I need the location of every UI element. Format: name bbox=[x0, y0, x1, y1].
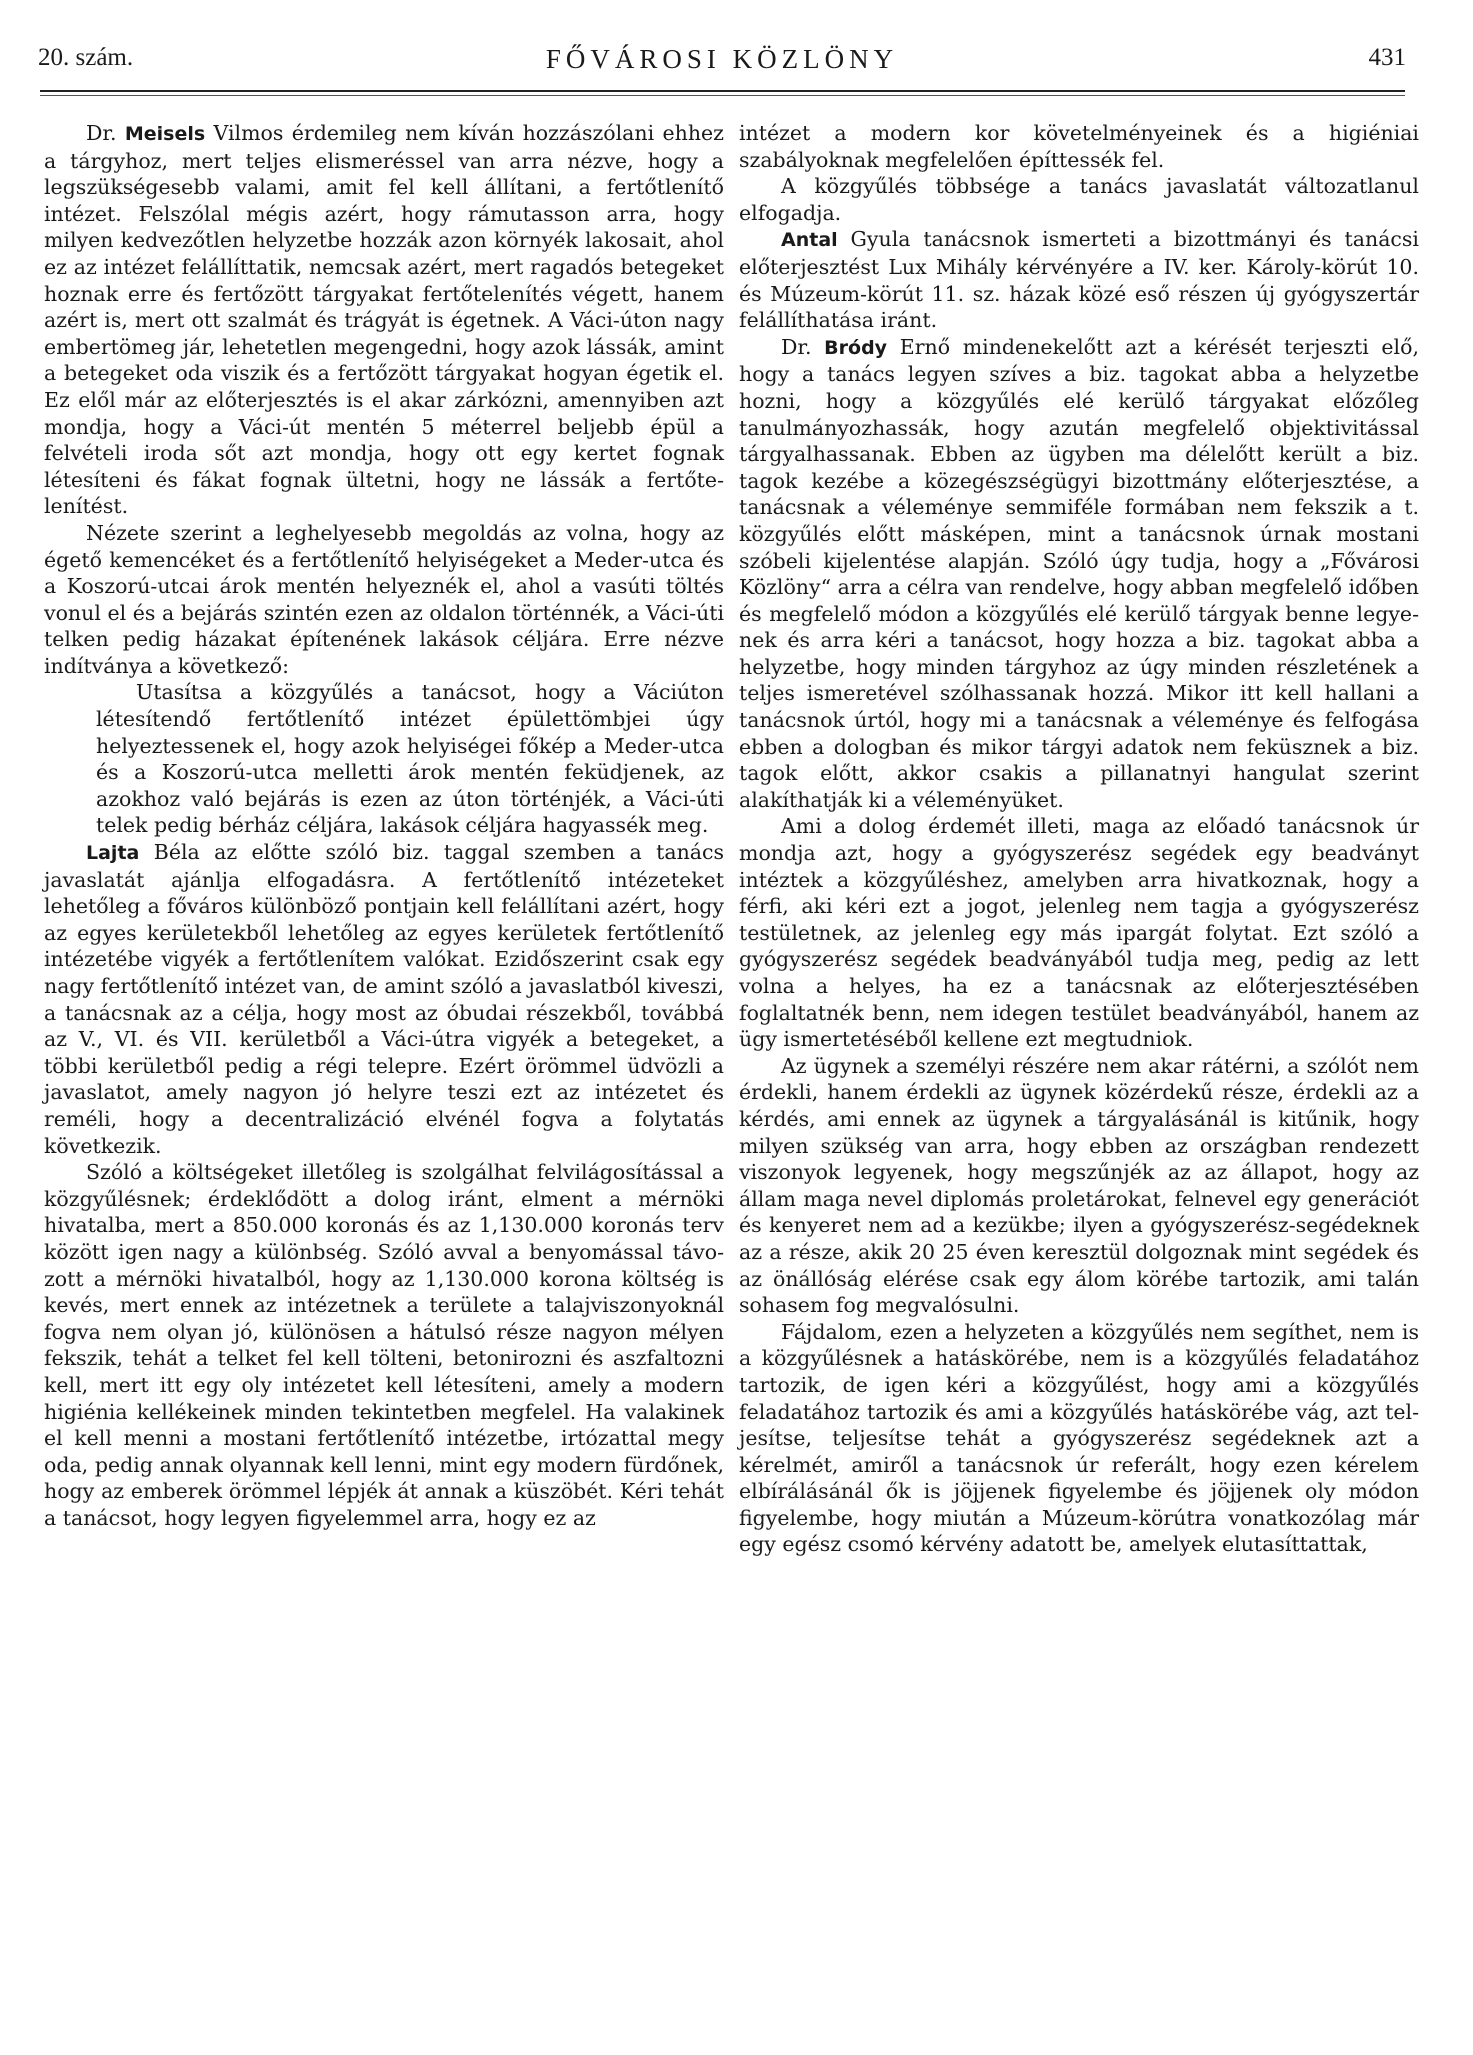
paragraph-text: Vilmos érdemileg nem kíván hozzászólani ehhez a tárgyhoz, mert teljes elismeréssel van arra nézve, hogy a legszükségesebb valami, amit fel kell állítani, a fertőtlenítő intézet. Felszólal mégis azért, hogy rámutasson arra, hogy milyen kedvezőtlen helyzetbe hozzák azon környék lakosait, ahol ez az intézet felállíttatik, nemcsak azért, mert ragadós betegeket hoznak erre és fertőzött tárgyakat fertőtelenítés végett, hanem azért is, mert ott szalmát és trágyát is égetnek. A Váci-úton nagy embertömeg jár, lehetetlen megengedni, hogy azok lássák, amint a betegeket oda viszik és a fertőzött tárgyakat hogyan égetik el. Ez elől már az előterjesztés is el akar zárkózni, amennyiben azt mondja, hogy a Váci-út mentén 5 méterrel beljebb épül a felvételi iroda sőt azt mondja, hogy ott egy kertet fognak létesíteni és fákat fognak ültetni, hogy ne lássák a fertőtelenítést. bbox=[44, 121, 724, 519]
paragraph-meisels bbox=[44, 120, 724, 520]
speaker-name: Antal bbox=[781, 229, 838, 252]
paragraph: Az ügynek a személyi részére nem akar rátérni, a szólót nem érdekli, hanem érdekli az ügynek közérdekű része, érdekli az a kérdés, ami ennek az ügynek a tárgyalásánál is kitűnik, hogy milyen szükség van arra, hogy ebben az országban rendezett viszonyok legyenek, hogy megszűnjék az az állapot, hogy az állam maga nevel diplomás proletárokat, felnevel egy generációt és kenyeret nem ad a kezükbe; ilyen a gyógyszerész-segédeknek az a része, akik 20 25 éven keresztül dolgoznak mint segédek és az önállóság elérése csak egy álom körébe tartozik, ami talán sohasem fog megvalósulni. bbox=[739, 1053, 1419, 1318]
speaker-name: Bródy bbox=[824, 336, 888, 359]
header-rule-thin bbox=[40, 95, 1405, 96]
speaker-name: Meisels bbox=[124, 123, 206, 145]
publication-title: FŐVÁROSI KÖZLÖNY bbox=[545, 44, 899, 74]
left-column bbox=[44, 120, 724, 1531]
paragraph: Fájdalom, ezen a helyzeten a közgyűlés nem segíthet, nem is a közgyűlésnek a hatáskörébe, nem is a közgyűlés feladatához tartozik, de igen kéri a közgyűlést, hogy ami a közgyűlés feladatához tartozik és ami a közgyűlés hatáskörébe vág, azt teljesítse, teljesítse tehát a gyógyszerész segédeknek azt a kérelmét, amiről a tanácsnok úr referált, hogy ezen kérelem elbírálásánál ők is jöjjenek figyelembe és jöjjenek oly módon figyelembe, hogy miután a Múzeum-körútra vonatkozólag már egy egész csomó kérvény adatott be, amelyek elutasíttattak, bbox=[739, 1319, 1419, 1557]
paragraph-text: Gyula tanácsnok ismerteti a bizottmányi és tanácsi előterjesztést Lux Mihály kérvényére a IV. ker. Károly-körút 10. és Múzeum-körút 11. sz. házak közé eső részen új gyógyszertár felállíthatása iránt. bbox=[739, 227, 1419, 333]
paragraph: Nézete szerint a leghelyesebb megoldás az volna, hogy az égető kemencéket és a fertőtlenítő helyiségeket a Meder-utca és a Koszorú-utcai árok mentén helyeznék el, ahol a vasúti töltés vonul el és a bejárás szintén ezen az oldalon történnék, a Váci-úti telken pedig házakat építenének lakások céljára. Erre nézve indítványa a következő: bbox=[44, 520, 724, 678]
paragraph-text: Ernő mindenekelőtt azt a kérését terjeszti elő, hogy a tanács legyen szíves a biz. tagokat abba a helyzetbe hozni, hogy a közgyűlés elé kerülő tárgyakat előzőleg tanulmányozhassák, hogy azután megfelelő objektivitással tárgyalhassanak. Ebben az ügyben ma délelőtt került a biz. tagok kezébe a közegészségügyi bizottmány előterjesztése, a tanácsnak a véleménye semmiféle formában nem fekszik a t. közgyűlés előtt másképen, mint a tanácsnok úrnak mostani szóbeli kijelentése alapján. Szóló úgy tudja, hogy a „Fővárosi Közlöny“ arra a célra van rendelve, hogy abban megfelelő időben és megfelelő módon a közgyűlés elé kerülő tárgyak benne legyenek és arra kéri a tanácsot, hogy hozza a biz. tagokat abba a helyzetbe, hogy minden tárgyhoz az úgy minden részletének a teljes ismeretével szólhassanak hozzá. Mikor itt kell hallani a tanácsnok úrtól, hogy mi a tanácsnak a véleménye és felfogása ebben a dologban és mikor tárgyi adatok nem feküsznek a biz. tagok előtt, akkor csakis a pillanatnyi hangulat szerint alakíthatják ki a véleményüket. bbox=[739, 334, 1419, 812]
paragraph: Szóló a költségeket illetőleg is szolgálhat felvilágosítással a közgyűlésnek; érdeklődött a dolog iránt, elment a mérnöki hivatalba, mert a 850.000 koronás és az 1,130.000 koronás terv között igen nagy a különbség. Szóló avval a benyomással távozott a mérnöki hivatalból, hogy az 1,130.000 korona költség is kevés, mert ennek az intézetnek a területe a talajviszonyoknál fogva nem olyan jó, különösen a hátulsó része nagyon mélyen fekszik, tehát a telket fel kell tölteni, betonirozni és aszfaltozni kell, mert itt egy oly intézetet kell létesíteni, amely a modern higiénia kellékeinek minden tekintetben megfelel. Ha valakinek el kell menni a mostani fertőtlenítő intézetbe, irtózattal megy oda, pedig annak olyannak kell lenni, mint egy modern fürdőnek, hogy az emberek örömmel lépjék át annak a küszöbét. Kéri tehát a tanácsot, hogy legyen figyelemmel arra, hogy ez az bbox=[44, 1160, 724, 1530]
page-number: 431 bbox=[1368, 44, 1406, 71]
speaker-name: Lajta bbox=[86, 842, 140, 865]
paragraph: A közgyűlés többsége a tanács javaslatát változatlanul elfogadja. bbox=[739, 174, 1419, 225]
motion-text: Utasítsa a közgyűlés a tanácsot, hogy a Váciúton létesítendő fertőtlenítő intézet épülettömbjei úgy helyeztessenek el, hogy azok helyiségei főkép a Meder-utca és a Koszorú-utca melletti árok mentén feküdjenek, az azokhoz való bejárás is ezen az úton történjék, a Váci-úti telek pedig bérház céljára, lakások céljára hagyassék meg. bbox=[96, 680, 724, 838]
right-column bbox=[739, 120, 1419, 1558]
paragraph-brody bbox=[739, 334, 1419, 814]
prefix-dr: Dr. bbox=[86, 121, 125, 145]
paragraph-text: Béla az előtte szóló biz. taggal szemben a tanács javaslatát ajánlja elfogadásra. A fertőtlenítő intézeteket lehetőleg a főváros különböző pontjain kell felállítani azért, hogy az egyes kerületekből lehetőleg az egyes kerületek fertőtlenítő intézetébe vigyék a fertőtlenítem valókat. Ezidőszerint csak egy nagy fertőtlenítő intézet van, de amint szóló a javaslatból kiveszi, a tanácsnak az a célja, hogy most az óbudai részekből, továbbá az V., VI. és VII. kerületből a Váci-útra vigyék a betegeket, a többi kerületből pedig a régi telepre. Ezért örömmel üdvözli a javaslatot, amely nagyon jó helyre teszi ezt az intézetet és reméli, hogy a decentralizáció elvénél fogva a folytatás következik. bbox=[44, 840, 724, 1158]
paragraph-lajta bbox=[44, 839, 724, 1159]
page-header bbox=[38, 44, 1406, 84]
paragraph-continuation: intézet a modern kor követelményeinek és a higiéniai szabályoknak megfelelően építtessék fel. bbox=[739, 121, 1419, 172]
issue-number: 20. szám. bbox=[38, 44, 134, 71]
prefix-dr: Dr. bbox=[781, 334, 825, 359]
header-rule bbox=[40, 90, 1405, 92]
paragraph: Ami a dolog érdemét illeti, maga az előadó tanácsnok úr mondja azt, hogy a gyógyszerész segédek egy beadványt intéztek a közgyűléshez, amelyben arra hivatkoznak, hogy a férfi, aki kéri ezt a jogot, jelenleg nem tagja a gyógyszerész testületnek, az jelenleg egy más ipargát folytat. Ezt szóló a gyógyszerész segédek beadványából tudja meg, pedig az lett volna a helyes, ha ez a tanácsnak az előterjesztésében foglaltatnék benn, nem idegen testület beadványából, hanem az ügy ismertetéséből kellene ezt megtudniok. bbox=[739, 814, 1419, 1052]
paragraph-antal bbox=[739, 226, 1419, 333]
